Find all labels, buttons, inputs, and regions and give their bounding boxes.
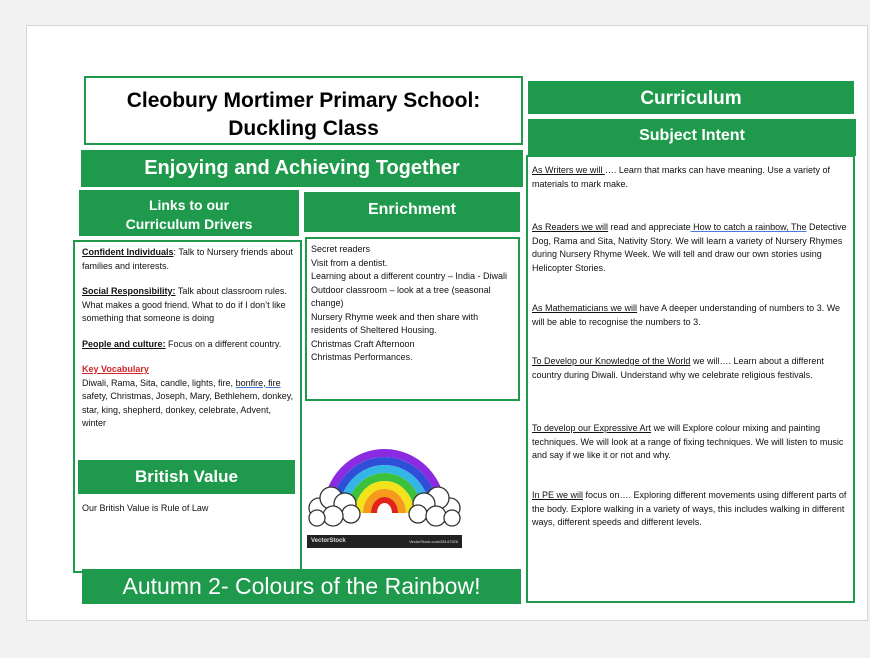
readers-text-c: rainbow, The xyxy=(755,222,807,232)
enrichment-list xyxy=(311,243,514,365)
pe-text: focus on…. Exploring different movements using different parts of the body. Explore walking in a variety of ways, this includes walking in different ways, different speeds and different levels. xyxy=(532,490,847,527)
art-text-b: Explore colour mixing and painting techniques. We will look at a range of fixing techniques. We will listen to music and say if we like it or not and why. xyxy=(532,423,844,460)
enrichment-item: Learning about a different country – India - Diwali xyxy=(311,271,507,281)
maths-paragraph xyxy=(532,302,850,355)
vocab-label: Key Vocabulary xyxy=(82,364,149,374)
motto-text: Enjoying and Achieving Together xyxy=(144,157,460,179)
world-paragraph xyxy=(532,355,850,422)
vocab-text-b: bonfire, fire xyxy=(235,377,281,388)
enrichment-item: Outdoor classroom – look at a tree (seasonal change) xyxy=(311,284,491,308)
readers-text-b: How to catch a xyxy=(690,222,756,232)
pe-label: In PE we will xyxy=(532,490,584,500)
confident-text: : Talk to Nursery friends about families and interests. xyxy=(82,247,293,271)
enrichment-item: Christmas Performances. xyxy=(311,352,413,362)
world-label: To Develop our Knowledge of the World xyxy=(532,356,691,366)
social-paragraph xyxy=(82,285,296,326)
readers-text: read and appreciate xyxy=(608,222,691,232)
vocab-text-a: Diwali, Rama, Sita, candle, lights, fire, xyxy=(82,377,236,388)
enrichment-box xyxy=(305,237,520,401)
readers-text-d: Detective Dog, Rama and Sita, Nativity Story. We will learn a variety of Nursery Rhymes during Nursery Rhyme Week. We will tell and draw our own stories using Helicopter Stories. xyxy=(532,222,847,273)
writers-paragraph xyxy=(532,164,850,221)
british-heading-text: British Value xyxy=(135,467,238,486)
readers-label: As Readers we will xyxy=(532,222,609,232)
drivers-heading-line1: Links to our xyxy=(148,197,230,213)
footer-banner xyxy=(82,569,521,604)
rainbow-icon xyxy=(307,418,462,548)
readers-paragraph xyxy=(532,221,850,302)
british-heading xyxy=(78,460,295,494)
enrichment-heading-text: Enrichment xyxy=(367,201,456,218)
british-text: Our British Value is Rule of Law xyxy=(82,503,209,513)
enrichment-item: Nursery Rhyme week and then share with residents of Sheltered Housing. xyxy=(311,311,479,335)
drivers-heading-line2: Curriculum Drivers xyxy=(125,216,253,232)
art-label: To develop our Expressive Art xyxy=(532,423,652,433)
people-paragraph xyxy=(82,338,296,352)
vocab-text-c: safety, Christmas, Joseph, Mary, Bethlehem, donkey, star, king, shepherd, donkey, celebrate, Advent, winter xyxy=(82,391,294,428)
footer-text: Autumn 2- Colours of the Rainbow! xyxy=(122,573,481,599)
social-label: Social Responsibility: xyxy=(82,286,176,296)
writers-text: …. Learn that marks can have meaning. Use a variety of materials to mark make. xyxy=(532,165,830,189)
art-paragraph xyxy=(532,422,850,489)
art-text: we will xyxy=(651,423,683,433)
curriculum-heading-text: Curriculum xyxy=(640,88,742,109)
rainbow-caption-bar xyxy=(307,535,462,548)
writers-label: As Writers we will xyxy=(532,165,605,175)
enrichment-item: Christmas Craft Afternoon xyxy=(311,338,415,349)
people-text: Focus on a different country. xyxy=(165,338,282,349)
world-text: we will…. Learn about a different country during Diwali. Understand why we celebrate religious festivals. xyxy=(532,356,824,380)
maths-text-b: A deeper understanding of numbers to 3. We will be able to recognise the numbers to 3. xyxy=(532,303,841,327)
social-text: Talk about classroom rules. What makes a good friend. What to do if I don’t like something that someone is doing xyxy=(82,286,287,323)
rainbow-image xyxy=(307,418,462,548)
maths-label: As Mathematicians we will xyxy=(532,303,638,313)
caption-left: VectorStock xyxy=(311,538,346,544)
subject-intent-text: Subject Intent xyxy=(639,127,745,144)
confident-paragraph xyxy=(82,246,296,273)
title-line1: Cleobury Mortimer Primary School: xyxy=(126,89,481,112)
caption-right: VectorStock.com/28147926 xyxy=(409,539,458,544)
enrichment-item: Visit from a dentist. xyxy=(311,257,388,268)
motto-banner xyxy=(81,150,523,187)
pe-paragraph xyxy=(532,489,850,530)
drivers-content xyxy=(82,246,296,431)
drivers-heading xyxy=(79,190,299,236)
curriculum-content xyxy=(532,164,850,530)
confident-label: Confident Individuals xyxy=(82,247,174,257)
vocab-paragraph xyxy=(82,363,296,431)
title-line2: Duckling Class xyxy=(228,117,379,140)
curriculum-heading xyxy=(528,81,854,114)
maths-text: have xyxy=(637,303,660,313)
people-label: People and culture: xyxy=(82,338,166,349)
enrichment-heading xyxy=(304,192,520,232)
title-box xyxy=(84,76,523,145)
subject-intent-heading xyxy=(528,119,856,156)
enrichment-item: Secret readers xyxy=(311,244,371,254)
